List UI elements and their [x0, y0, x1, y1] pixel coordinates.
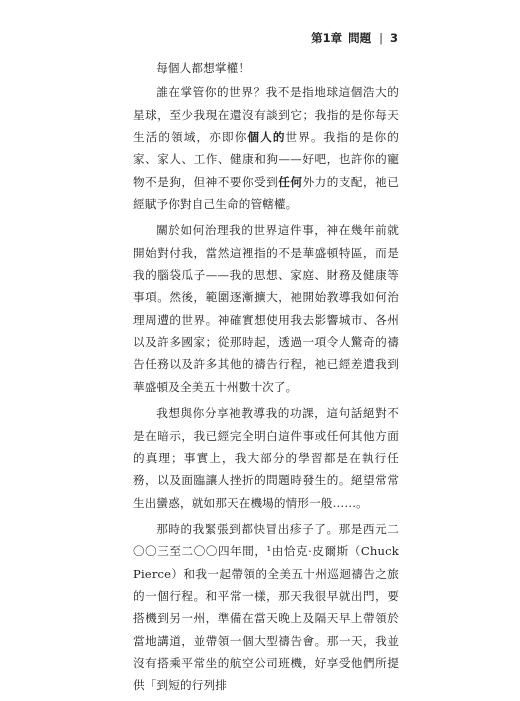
running-header — [311, 30, 398, 46]
body-text — [133, 57, 399, 701]
page-number: 3 — [389, 31, 398, 45]
chapter-label: 第1章 — [311, 31, 343, 45]
paragraph-text: 誰在掌管你的世界？我不是指地球這個浩大的星球，至少我現在還沒有談到它；我指的是你每天生活的領域，亦即你 — [133, 85, 399, 145]
paragraph — [133, 219, 399, 398]
paragraph — [133, 81, 399, 215]
chapter-title: 問題 — [348, 31, 372, 45]
paragraph — [133, 57, 399, 79]
paragraph-text: 外力的支配，祂已經賦予你對自己生命的管轄權。 — [133, 174, 399, 212]
paragraph-text: 每個人都想掌權！ — [156, 61, 251, 75]
paragraph-text: 世界。我指的是你的家、家人、工作、健康和狗——好吧，也許你的寵物不是狗，但神不要你受到 — [133, 130, 399, 189]
paragraph — [133, 402, 399, 514]
paragraph-text: 關於如何治理我的世界這件事，神在幾年前就開始對付我，當然這裡指的不是華盛頓特區，而是我的腦袋瓜子——我的思想、家庭、財務及健康等事項。然後，範圍逐漸擴大，祂開始教導我如何治理周遭的世界。神確實想使用我去影響城市、各州以及許多國家；從那時起，透過一項令人驚奇的禱告任務以及許多其他的禱告行程，祂已經差遣我到華盛頓及全美五十州數十次了。 — [133, 223, 399, 394]
paragraph-text: 那時的我緊張到都快冒出疹子了。那是西元二〇〇三至二〇〇四年間，¹由恰克·皮爾斯（Chuck Pierce）和我一起帶領的全美五十州巡迴禱告之旅的一個行程。和平常一樣，那天我很早就出門，要搭機到另一州，準備在當天晚上及隔天早上帶領於當地講道，並帶領一個大型禱告會。那一天，我並沒有搭乘平常坐的航空公司班機，好享受他們所提供「到短的行列排 — [133, 521, 399, 693]
emphasis-text: 任何 — [278, 174, 303, 189]
emphasis-text: 個人的 — [247, 130, 286, 145]
paragraph — [133, 518, 399, 697]
header-separator: | — [379, 31, 383, 45]
paragraph-text: 我想與你分享祂教導我的功課，這句話絕對不是在暗示，我已經完全明白這件事或任何其他方面的真理；事實上，我大部分的學習都是在執行任務，以及面臨讓人挫折的問題時發生的。絕望常常生出蠻惑，就如那天在機場的情形一般……。 — [133, 406, 399, 510]
